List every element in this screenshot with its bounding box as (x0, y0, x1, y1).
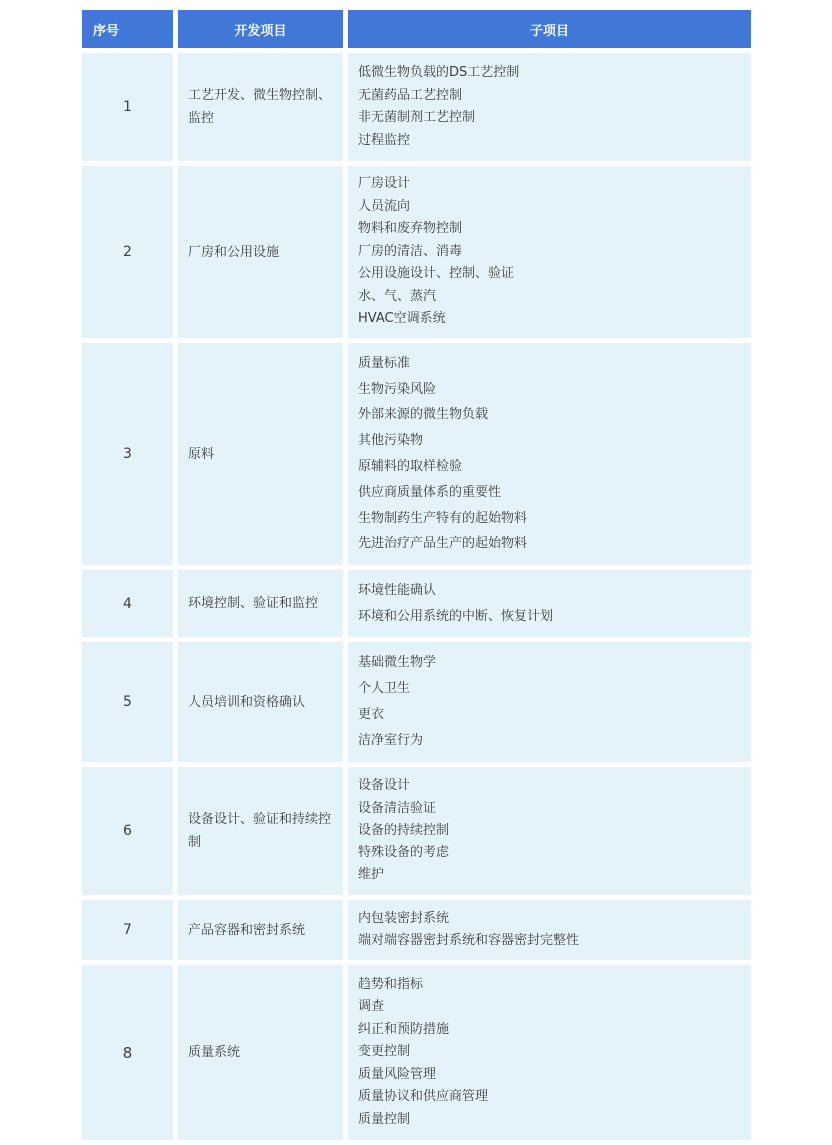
row-project: 原料 (178, 343, 343, 565)
subitem: 质量控制 (358, 1111, 411, 1127)
row-subitems (348, 343, 751, 565)
subitem: 变更控制 (358, 1044, 411, 1060)
subitem: 趋势和指标 (358, 976, 424, 992)
row-no: 2 (82, 166, 173, 338)
row-project: 环境控制、验证和监控 (178, 570, 343, 637)
subitem: 其他污染物 (358, 433, 424, 449)
subitem: 环境和公用系统的中断、恢复计划 (358, 608, 554, 624)
row-project: 质量系统 (178, 965, 343, 1140)
subitem: 生物制药生产特有的起始物料 (358, 510, 528, 526)
subitem: 水、气、蒸汽 (358, 288, 437, 304)
row-no: 3 (82, 343, 173, 565)
subitem: 设备的持续控制 (358, 822, 450, 838)
subitem: 厂房设计 (358, 176, 411, 192)
subitem: 低微生物负载的DS工艺控制 (358, 65, 520, 80)
table-row (82, 570, 751, 637)
subitem: 洁净室行为 (358, 732, 424, 748)
subitem: 物料和废弃物控制 (358, 221, 463, 237)
table-row (82, 166, 751, 338)
subitem: 质量标准 (358, 355, 411, 371)
subitem: 无菌药品工艺控制 (358, 87, 463, 103)
row-project: 工艺开发、微生物控制、监控 (178, 53, 343, 161)
subitem: 质量风险管理 (358, 1066, 437, 1082)
row-no: 6 (82, 767, 173, 895)
table-row (82, 900, 751, 960)
subitem: 特殊设备的考虑 (358, 845, 450, 861)
row-no: 4 (82, 570, 173, 637)
row-no: 7 (82, 900, 173, 960)
row-no: 5 (82, 642, 173, 762)
row-subitems (348, 53, 751, 161)
header-project: 开发项目 (178, 10, 343, 48)
subitem: 环境性能确认 (358, 582, 437, 598)
row-subitems (348, 965, 751, 1140)
table-row (82, 767, 751, 895)
subitem: 调查 (358, 999, 385, 1015)
row-subitems (348, 767, 751, 895)
subitem: 端对端容器密封系统和容器密封完整性 (358, 933, 580, 948)
subitem: 外部来源的微生物负载 (358, 407, 489, 423)
subitem: 维护 (358, 867, 385, 883)
subitem: 设备设计 (358, 778, 411, 794)
row-project: 产品容器和密封系统 (178, 900, 343, 960)
subitem: 设备清洁验证 (358, 800, 437, 816)
row-project: 厂房和公用设施 (178, 166, 343, 338)
table-row (82, 343, 751, 565)
subitem: 生物污染风险 (358, 381, 437, 397)
row-subitems (348, 642, 751, 762)
subitem: 基础微生物学 (358, 655, 437, 671)
row-subitems (348, 570, 751, 637)
header-no: 序号 (82, 10, 173, 48)
subitem: HVAC空调系统 (358, 311, 446, 327)
row-no: 1 (82, 53, 173, 161)
table-row (82, 642, 751, 762)
row-project: 人员培训和资格确认 (178, 642, 343, 762)
subitem: 质量协议和供应商管理 (358, 1089, 489, 1105)
table-row (82, 53, 751, 161)
subitem: 个人卫生 (358, 681, 411, 697)
subitem: 人员流向 (358, 198, 411, 214)
subitem: 厂房的清洁、消毒 (358, 243, 463, 259)
row-no: 8 (82, 965, 173, 1140)
subitem: 供应商质量体系的重要性 (358, 484, 502, 500)
subitem: 原辅料的取样检验 (358, 459, 463, 474)
subitem: 内包装密封系统 (358, 910, 450, 926)
header-subitems: 子项目 (348, 10, 751, 48)
subitem: 公用设施设计、控制、验证 (358, 266, 515, 282)
row-project: 设备设计、验证和持续控制 (178, 767, 343, 895)
subitem: 先进治疗产品生产的起始物料 (358, 536, 528, 552)
row-subitems (348, 166, 751, 338)
table-header (82, 10, 751, 48)
development-table (82, 10, 751, 1145)
subitem: 纠正和预防措施 (358, 1021, 450, 1037)
row-subitems (348, 900, 751, 960)
subitem: 更衣 (358, 707, 385, 722)
table-row (82, 965, 751, 1140)
subitem: 过程监控 (358, 132, 411, 148)
subitem: 非无菌制剂工艺控制 (358, 110, 476, 125)
